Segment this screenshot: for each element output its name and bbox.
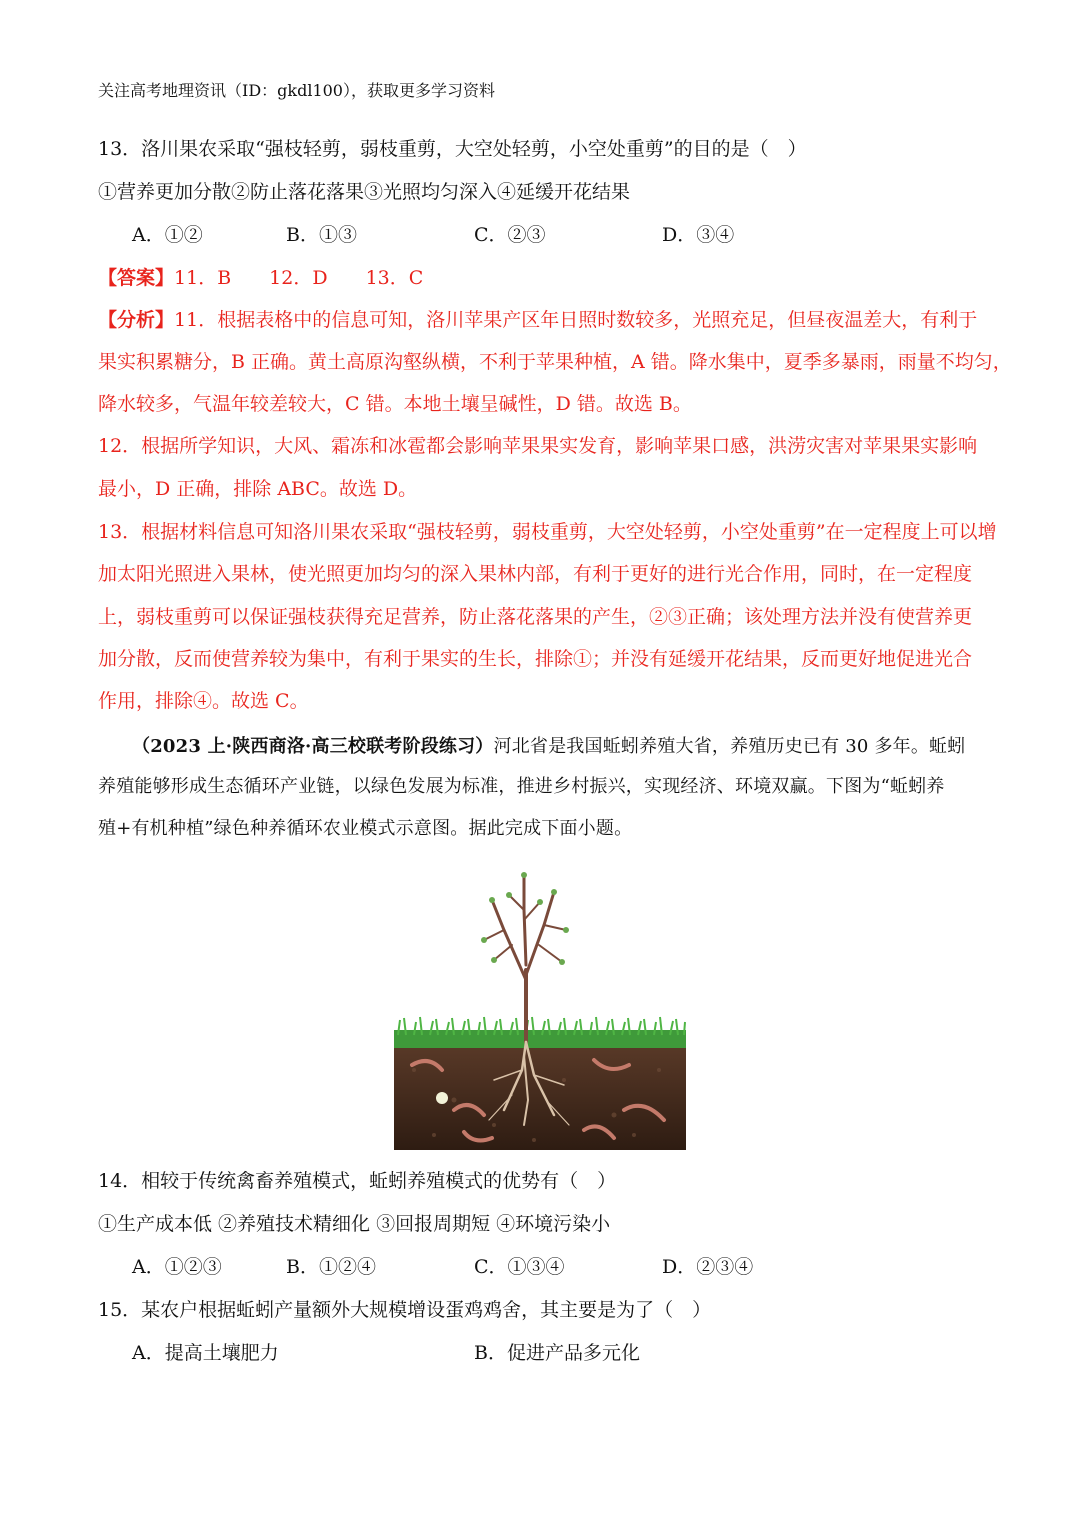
context-line-3: 殖+有机种植”绿色种养循环农业模式示意图。据此完成下面小题。 [98,818,633,839]
q14-option-c: C．①③④ [474,1256,565,1278]
analysis-line-6: 13．根据材料信息可知洛川果农采取“强枝轻剪，弱枝重剪，大空处轻剪，小空处重剪”在一定程度上可以增 [98,521,997,543]
context-line-1 [132,734,965,760]
q13-option-d: D．③④ [662,224,735,246]
answer-line [98,265,423,291]
analysis-line-7: 加太阳光照进入果林，使光照更加均匀的深入果林内部，有利于更好的进行光合作用，同时，在一定程度 [98,563,973,585]
q15-option-b: B．促进产品多元化 [474,1342,640,1364]
q13-option-c: C．②③ [474,224,546,246]
analysis-line-9: 加分散，反而使营养较为集中，有利于果实的生长，排除①；并没有延缓开花结果，反而更好地促进光合 [98,648,973,670]
analysis-text-1: 11．根据表格中的信息可知，洛川苹果产区年日照时数较多，光照充足，但昼夜温差大，有利于 [174,309,978,331]
grub [436,1092,448,1104]
analysis-line-5: 最小，D 正确，排除 ABC。故选 D。 [98,478,418,500]
q14-option-d: D．②③④ [662,1256,754,1278]
q13-option-b: B．①③ [286,224,357,246]
context-line-2: 养殖能够形成生态循环产业链，以绿色发展为标准，推进乡村振兴，实现经济、环境双赢。下图为“蚯蚓养 [98,776,945,797]
analysis-line-8: 上，弱枝重剪可以保证强枝获得充足营养，防止落花落果的产生，②③正确；该处理方法并没有使营养更 [98,606,973,628]
page-header: 关注高考地理资讯（ID：gkdl100），获取更多学习资料 [98,81,495,100]
analysis-line-10: 作用，排除④。故选 C。 [98,690,309,712]
q13-stem: 13．洛川果农采取“强枝轻剪，弱枝重剪，大空处轻剪，小空处重剪”的目的是（ ） [98,138,807,160]
analysis-line-2: 果实积累糖分，B 正确。黄土高原沟壑纵横，不利于苹果种植，A 错。降水集中，夏季多暴雨，雨量不均匀， [98,351,1012,373]
context-source: （2023 上·陕西商洛·高三校联考阶段练习） [132,736,494,757]
context-text-1: 河北省是我国蚯蚓养殖大省，养殖历史已有 30 多年。蚯蚓 [493,736,966,757]
q15-option-a: A．提高土壤肥力 [132,1342,279,1364]
earthworm-planting-figure [394,870,686,1150]
q14-option-b: B．①②④ [286,1256,376,1278]
analysis-label: 【分析】 [98,309,175,331]
answer-label: 【答案】 [98,267,175,289]
q15-stem: 15．某农户根据蚯蚓产量额外大规模增设蛋鸡鸡舍，其主要是为了（ ） [98,1299,712,1321]
q14-option-a: A．①②③ [132,1256,222,1278]
q13-items: ①营养更加分散②防止落花落果③光照均匀深入④延缓开花结果 [98,181,631,203]
analysis-line-1 [98,307,977,333]
q14-stem: 14．相较于传统禽畜养殖模式，蚯蚓养殖模式的优势有（ ） [98,1170,617,1192]
answer-text: 11．B 12．D 13．C [174,267,424,289]
q13-option-a: A．①② [132,224,203,246]
analysis-line-4: 12．根据所学知识，大风、霜冻和冰雹都会影响苹果果实发育，影响苹果口感，洪涝灾害对苹果果实影响 [98,435,978,457]
q14-items: ①生产成本低 ②养殖技术精细化 ③回报周期短 ④环境污染小 [98,1213,611,1235]
analysis-line-3: 降水较多，气温年较差较大，C 错。本地土壤呈碱性，D 错。故选 B。 [98,393,692,415]
